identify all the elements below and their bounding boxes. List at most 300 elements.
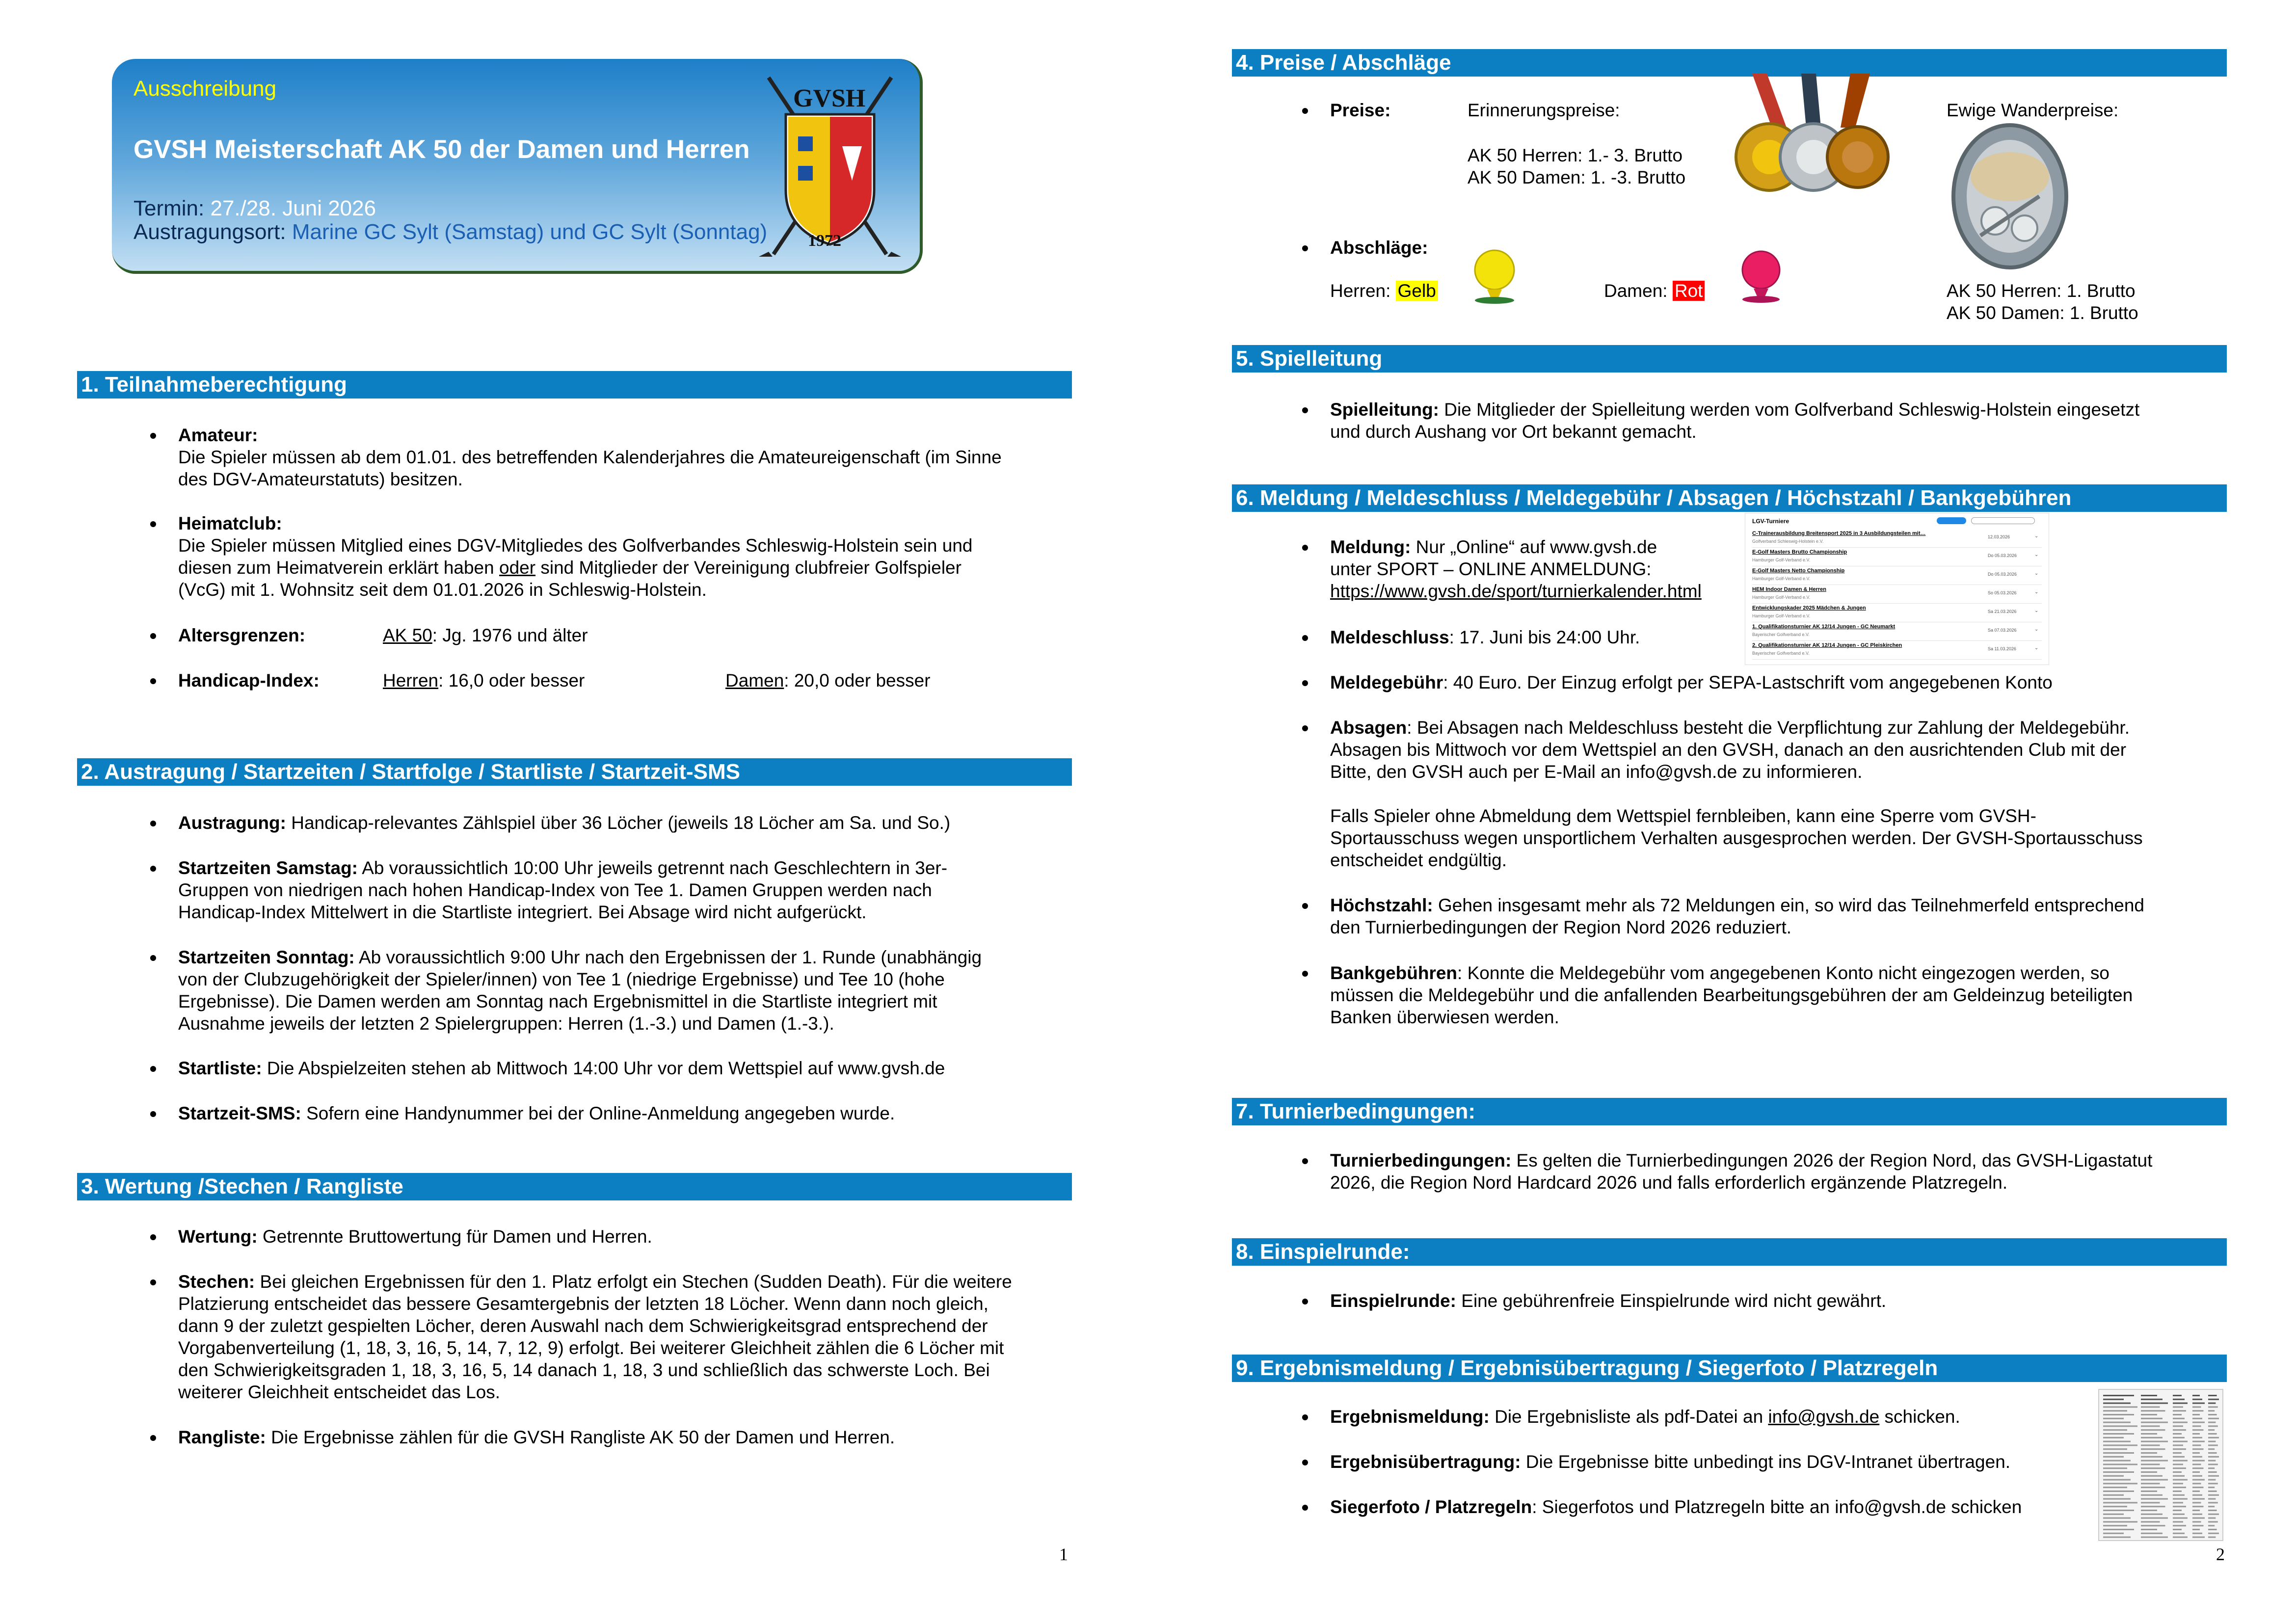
header-title: GVSH Meisterschaft AK 50 der Damen und Herren bbox=[133, 135, 750, 164]
thumb-line bbox=[2103, 1475, 2124, 1477]
thumb-line bbox=[2192, 1498, 2205, 1500]
thumb-line bbox=[2173, 1479, 2188, 1481]
thumb-line bbox=[2103, 1529, 2134, 1530]
startzeiten-samstag: Startzeiten Samstag: Ab voraussichtlich 10:00 Uhr jeweils getrennt nach Geschlechtern in 3er- Gruppen von niedrigen nach hohen Handicap-Index von Tee 1. Damen Gruppen werden nach Handicap-Index Mittelwert in die Startliste integriert. Bei Absage wird nicht aufgerückt. bbox=[178, 858, 948, 922]
chevron-down-icon: ⌄ bbox=[2034, 533, 2039, 539]
thumb-line bbox=[2141, 1418, 2163, 1419]
shot-row bbox=[1752, 548, 2042, 566]
header-termin: Termin: 27./28. Juni 2026 bbox=[133, 196, 376, 220]
bullet bbox=[1302, 407, 1308, 413]
thumb-line bbox=[2173, 1456, 2185, 1458]
thumb-line bbox=[2192, 1471, 2200, 1473]
heimat-text: Die Spieler müssen Mitglied eines DGV-Mitgliedes des Golfverbandes Schleswig-Holstein sein und diesen zum Heimatverein erklärt haben oder sind Mitglieder der Vereinigung clubfreier Golfspieler (VcG) mit 1. Wohnsitz seit dem 01.01.2026 in Schleswig-Holstein. bbox=[178, 535, 973, 600]
thumb-line bbox=[2208, 1437, 2219, 1438]
thumb-line bbox=[2192, 1502, 2201, 1503]
ak50-damen-preis: AK 50 Damen: 1. -3. Brutto bbox=[1468, 167, 1686, 187]
thumb-line bbox=[2103, 1502, 2137, 1503]
thumb-line bbox=[2141, 1403, 2168, 1404]
shot-row bbox=[1752, 641, 2042, 660]
thumb-line bbox=[2141, 1533, 2163, 1534]
thumb-line bbox=[2173, 1437, 2185, 1438]
thumb-line bbox=[2208, 1418, 2219, 1419]
thumb-line bbox=[2103, 1525, 2127, 1526]
shot-row-date: Sa 21.03.2026 bbox=[1988, 609, 2017, 614]
thumb-line bbox=[2192, 1487, 2204, 1488]
shot-row bbox=[1752, 622, 2042, 641]
thumb-line bbox=[2208, 1510, 2217, 1511]
thumb-line bbox=[2208, 1441, 2216, 1442]
thumb-line bbox=[2173, 1399, 2185, 1400]
alter-label: Altersgrenzen: bbox=[178, 625, 306, 645]
thumb-line bbox=[2103, 1467, 2127, 1469]
thumb-line bbox=[2141, 1460, 2168, 1462]
thumb-line bbox=[2141, 1448, 2165, 1450]
thumb-line bbox=[2208, 1537, 2216, 1538]
chevron-down-icon: ⌄ bbox=[2034, 627, 2039, 632]
thumb-line bbox=[2192, 1483, 2201, 1484]
thumb-line bbox=[2173, 1533, 2185, 1534]
stechen-item: Stechen: Bei gleichen Ergebnissen für den 1. Platz erfolgt ein Stechen (Sudden Death). Für die weitere Platzierung entscheidet das bessere Gesamtergebnis der letzten 18 Löcher. Wenn dann noch gleich, dann 9 der zuletzt gespielten Löcher, deren Auswahl nach dem Schwierigkeitsgrad entsprechend der Vorgabenverteilung (1, 18, 3, 16, 5, 14, 7, 12, 9) erfolgt. Bei weiterer Gleichheit zählen die 6 Löcher mit den Schwierigkeitsgraden 1, 18, 3, 16, 5, 14 danach 1, 18, 3 und schließlich das schwerste Loch. Bei weiterer Gleichheit entscheidet das Los. bbox=[178, 1272, 1012, 1402]
thumb-line bbox=[2141, 1521, 2160, 1522]
thumb-line bbox=[2141, 1475, 2163, 1477]
thumb-line bbox=[2141, 1410, 2165, 1411]
chevron-down-icon: ⌄ bbox=[2034, 608, 2039, 613]
thumb-line bbox=[2103, 1395, 2134, 1396]
thumb-line bbox=[2192, 1537, 2205, 1538]
thumb-line bbox=[2141, 1444, 2160, 1446]
thumb-line bbox=[2141, 1433, 2157, 1435]
hcp-herren: Herren: 16,0 oder besser bbox=[383, 670, 585, 691]
thumb-line bbox=[2103, 1521, 2137, 1522]
thumb-line bbox=[2208, 1433, 2217, 1435]
medals-image bbox=[1733, 74, 1890, 196]
shot-header: LGV-Turniere bbox=[1752, 518, 1789, 525]
abschlaege-label: Abschläge: bbox=[1330, 238, 1428, 258]
startliste-item: Startliste: Die Abspielzeiten stehen ab Mittwoch 14:00 Uhr vor dem Wettspiel auf www.gvsh.de bbox=[178, 1058, 945, 1078]
section-4-header: 4. Preise / Abschläge bbox=[1232, 49, 2227, 77]
thumb-line bbox=[2173, 1475, 2185, 1477]
section-3-header: 3. Wertung /Stechen / Rangliste bbox=[77, 1173, 1072, 1200]
thumb-line bbox=[2103, 1399, 2124, 1400]
bullet bbox=[1302, 635, 1308, 641]
thumb-line bbox=[2192, 1414, 2200, 1415]
herren-tee: Herren: Gelb bbox=[1330, 280, 1438, 302]
logo-year: 1972 bbox=[808, 232, 841, 250]
einspielrunde-item: Einspielrunde: Eine gebührenfreie Einspielrunde wird nicht gewährt. bbox=[1330, 1291, 1887, 1311]
thumb-line bbox=[2103, 1422, 2131, 1423]
shot-row-title: Entwicklungskader 2025 Mädchen & Jungen bbox=[1752, 605, 1866, 611]
thumb-line bbox=[2173, 1433, 2182, 1435]
shot-row-date: 12.03.2026 bbox=[1988, 534, 2010, 539]
thumb-line bbox=[2141, 1479, 2168, 1481]
thumb-line bbox=[2173, 1494, 2185, 1496]
thumb-line bbox=[2192, 1433, 2200, 1435]
thumb-line bbox=[2103, 1498, 2131, 1500]
thumb-line bbox=[2141, 1506, 2165, 1507]
thumb-line bbox=[2208, 1479, 2216, 1481]
thumb-line bbox=[2103, 1479, 2131, 1481]
thumb-line bbox=[2173, 1537, 2188, 1538]
thumb-line bbox=[2141, 1399, 2163, 1400]
thumb-line bbox=[2208, 1525, 2215, 1526]
thumb-line bbox=[2103, 1483, 2137, 1484]
ergebnisuebertragung-item: Ergebnisübertragung: Die Ergebnisse bitte unbedingt ins DGV-Intranet übertragen. bbox=[1330, 1452, 2011, 1472]
thumb-line bbox=[2103, 1490, 2134, 1492]
thumb-line bbox=[2208, 1395, 2217, 1396]
section-5-header: 5. Spielleitung bbox=[1232, 345, 2227, 372]
shot-row-subtitle: Hamburger Golf-Verband e.V. bbox=[1752, 595, 1811, 600]
shot-row-date: Do 05.03.2026 bbox=[1988, 572, 2017, 577]
shot-row-title: HEM Indoor Damen & Herren bbox=[1752, 586, 1826, 592]
thumb-line bbox=[2103, 1510, 2134, 1511]
falls-text: Falls Spieler ohne Abmeldung dem Wettspiel fernbleiben, kann eine Sperre vom GVSH- Sportausschuss wegen unsportlichem Verhalten ausgesprochen werden. Der GVSH-Sportausschuss entscheidet endgültig. bbox=[1330, 806, 2143, 870]
thumb-line bbox=[2208, 1506, 2215, 1507]
bullet bbox=[1302, 903, 1308, 909]
thumb-line bbox=[2173, 1521, 2183, 1522]
austragung-item: Austragung: Handicap-relevantes Zählspiel über 36 Löcher (jeweils 18 Löcher am Sa. und So.) bbox=[178, 813, 951, 833]
turnierbedingungen-item: Turnierbedingungen: Es gelten die Turnierbedingungen 2026 der Region Nord, das GVSH-Ligastatut 2026, die Region Nord Hardcard 2026 und falls erforderlich ergänzende Platzregeln. bbox=[1330, 1150, 2153, 1193]
thumb-line bbox=[2103, 1437, 2124, 1438]
thumb-line bbox=[2141, 1467, 2165, 1469]
thumb-line bbox=[2141, 1525, 2165, 1526]
thumb-line bbox=[2173, 1514, 2185, 1515]
thumb-line bbox=[2173, 1463, 2183, 1465]
thumb-line bbox=[2173, 1418, 2185, 1419]
bullet bbox=[1302, 725, 1308, 731]
turnierkalender-link[interactable]: https://www.gvsh.de/sport/turnierkalender.html bbox=[1330, 581, 1702, 601]
thumb-line bbox=[2208, 1475, 2219, 1477]
shot-row-title: 2. Qualifikationsturnier AK 12/14 Jungen - GC Pleiskirchen bbox=[1752, 642, 1902, 648]
logo-text: GVSH bbox=[793, 84, 866, 112]
thumb-line bbox=[2103, 1487, 2127, 1488]
thumb-line bbox=[2103, 1403, 2131, 1404]
thumb-line bbox=[2192, 1525, 2204, 1526]
thumb-line bbox=[2192, 1533, 2202, 1534]
rangliste-item: Rangliste: Die Ergebnisse zählen für die GVSH Rangliste AK 50 der Damen und Herren. bbox=[178, 1427, 895, 1447]
thumb-line bbox=[2192, 1467, 2204, 1469]
shot-row-date: Sa 07.03.2026 bbox=[1988, 628, 2017, 633]
bullet bbox=[1302, 1158, 1308, 1164]
thumb-line bbox=[2208, 1471, 2217, 1473]
header-ort: Austragungsort: Marine GC Sylt (Samstag) und GC Sylt (Sonntag) bbox=[133, 220, 768, 244]
thumb-line bbox=[2141, 1487, 2165, 1488]
thumb-line bbox=[2141, 1537, 2168, 1538]
thumb-line bbox=[2141, 1471, 2157, 1473]
thumb-line bbox=[2192, 1460, 2205, 1462]
thumb-line bbox=[2141, 1441, 2168, 1442]
bullet bbox=[1302, 1505, 1308, 1511]
shot-row-title: E-Golf Masters Netto Championship bbox=[1752, 568, 1845, 574]
thumb-line bbox=[2103, 1506, 2127, 1507]
thumb-line bbox=[2208, 1460, 2216, 1462]
thumb-line bbox=[2173, 1429, 2186, 1431]
wanderpreis-image bbox=[1951, 123, 2069, 270]
wertung-item: Wertung: Getrennte Bruttowertung für Damen und Herren. bbox=[178, 1226, 652, 1247]
thumb-line bbox=[2103, 1452, 2134, 1454]
gvsh-logo bbox=[759, 68, 901, 264]
shot-rows bbox=[1752, 529, 2042, 660]
thumb-line bbox=[2192, 1479, 2205, 1481]
shot-filter bbox=[1937, 517, 1966, 524]
thumb-line bbox=[2192, 1403, 2205, 1404]
thumb-line bbox=[2103, 1410, 2127, 1411]
thumb-line bbox=[2103, 1537, 2131, 1538]
turnierliste-screenshot bbox=[1745, 513, 2049, 665]
thumb-line bbox=[2208, 1425, 2218, 1427]
thumb-line bbox=[2208, 1422, 2216, 1423]
section-7-header: 7. Turnierbedingungen: bbox=[1232, 1098, 2227, 1125]
thumb-line bbox=[2192, 1429, 2204, 1431]
thumb-line bbox=[2103, 1494, 2124, 1496]
thumb-line bbox=[2103, 1533, 2124, 1534]
thumb-line bbox=[2103, 1514, 2124, 1515]
thumb-line bbox=[2103, 1517, 2131, 1519]
bullet bbox=[150, 633, 156, 639]
thumb-line bbox=[2208, 1490, 2217, 1492]
thumb-line bbox=[2208, 1403, 2216, 1404]
shot-row-subtitle: Bayerischer Golfverband e.V. bbox=[1752, 632, 1810, 637]
thumb-line bbox=[2173, 1529, 2182, 1530]
shot-search bbox=[1971, 517, 2035, 524]
bullet bbox=[150, 1279, 156, 1285]
thumb-line bbox=[2173, 1498, 2188, 1500]
thumb-line bbox=[2141, 1395, 2157, 1396]
thumb-line bbox=[2141, 1456, 2163, 1458]
startzeiten-sonntag: Startzeiten Sonntag: Ab voraussichtlich 9:00 Uhr nach den Ergebnissen der 1. Runde (unabhängig von der Clubzugehörigkeit der Spieler/innen) von Tee 1 (niedrige Ergebnisse) und Tee 10 (hohe Ergebnisse). Die Damen werden am Sonntag nach Ergebnismittel in die Startliste integriert mit Ausnahme jeweils der letzten 2 Spielergruppen: Herren (1.-3.) und Damen (1.-3.). bbox=[178, 947, 982, 1034]
bullet bbox=[150, 433, 156, 439]
thumb-line bbox=[2103, 1414, 2134, 1415]
thumb-line bbox=[2141, 1429, 2165, 1431]
thumb-line bbox=[2173, 1425, 2183, 1427]
thumb-line bbox=[2208, 1483, 2218, 1484]
thumb-line bbox=[2103, 1425, 2137, 1427]
thumb-line bbox=[2141, 1437, 2163, 1438]
thumb-line bbox=[2173, 1471, 2182, 1473]
bullet bbox=[150, 1234, 156, 1240]
thumb-line bbox=[2173, 1490, 2182, 1492]
thumb-line bbox=[2208, 1463, 2218, 1465]
thumb-line bbox=[2208, 1533, 2219, 1534]
thumb-line bbox=[2208, 1498, 2216, 1500]
thumb-line bbox=[2173, 1444, 2183, 1446]
thumb-line bbox=[2141, 1422, 2168, 1423]
thumb-line bbox=[2103, 1463, 2137, 1465]
shot-row bbox=[1752, 604, 2042, 622]
thumb-line bbox=[2192, 1418, 2202, 1419]
rot-badge: Rot bbox=[1673, 281, 1705, 301]
bullet bbox=[150, 1435, 156, 1441]
thumb-line bbox=[2141, 1498, 2168, 1500]
wander-herren: AK 50 Herren: 1. Brutto bbox=[1947, 281, 2136, 301]
yellow-ball-icon bbox=[1472, 249, 1517, 304]
section-6-header: 6. Meldung / Meldeschluss / Meldegebühr / Absagen / Höchstzahl / Bankgebühren bbox=[1232, 484, 2227, 512]
thumb-line bbox=[2192, 1448, 2204, 1450]
thumb-line bbox=[2103, 1460, 2131, 1462]
thumb-line bbox=[2208, 1414, 2217, 1415]
thumb-line bbox=[2208, 1444, 2218, 1446]
section-1-header: 1. Teilnahmeberechtigung bbox=[77, 371, 1072, 399]
heimat-label: Heimatclub: bbox=[178, 513, 282, 533]
thumb-line bbox=[2192, 1514, 2202, 1515]
thumb-line bbox=[2103, 1418, 2124, 1419]
thumb-line bbox=[2208, 1529, 2217, 1530]
thumb-line bbox=[2141, 1452, 2157, 1454]
thumb-line bbox=[2192, 1452, 2200, 1454]
thumb-line bbox=[2208, 1406, 2218, 1408]
thumb-line bbox=[2173, 1502, 2183, 1503]
bullet bbox=[1302, 245, 1308, 251]
shot-row-date: Sa 11.03.2026 bbox=[1988, 646, 2016, 651]
bullet bbox=[1302, 1299, 1308, 1304]
thumb-line bbox=[2103, 1433, 2134, 1435]
thumb-line bbox=[2141, 1414, 2157, 1415]
section-2-header: 2. Austragung / Startzeiten / Startfolge / Startliste / Startzeit-SMS bbox=[77, 758, 1072, 786]
absagen-item: Absagen: Bei Absagen nach Meldeschluss besteht die Verpflichtung zur Zahlung der Meldegebühr. Absagen bis Mittwoch vor dem Wettspiel an den GVSH, danach an den ausrichtenden Club mit der Bitte, den GVSH auch per E-Mail an info@gvsh.de zu informieren. bbox=[1330, 718, 2130, 782]
siegerfoto-item: Siegerfoto / Platzregeln: Siegerfotos und Platzregeln bitte an info@gvsh.de schicken bbox=[1330, 1497, 2022, 1517]
bullet bbox=[150, 821, 156, 826]
thumb-line bbox=[2173, 1414, 2182, 1415]
thumb-line bbox=[2208, 1494, 2219, 1496]
chevron-down-icon: ⌄ bbox=[2034, 571, 2039, 576]
thumb-line bbox=[2192, 1456, 2202, 1458]
thumb-line bbox=[2141, 1425, 2160, 1427]
thumb-line bbox=[2141, 1490, 2157, 1492]
page-number: 2 bbox=[2216, 1544, 2225, 1564]
thumb-line bbox=[2192, 1422, 2205, 1423]
meldegebuehr-item: Meldegebühr: 40 Euro. Der Einzug erfolgt per SEPA-Lastschrift vom angegebenen Konto bbox=[1330, 672, 2053, 692]
header-box bbox=[112, 59, 923, 274]
bullet bbox=[150, 1111, 156, 1117]
bullet bbox=[1302, 1460, 1308, 1465]
thumb-line bbox=[2208, 1456, 2219, 1458]
bullet bbox=[150, 955, 156, 961]
chevron-down-icon: ⌄ bbox=[2034, 589, 2039, 595]
thumb-line bbox=[2173, 1452, 2182, 1454]
thumb-line bbox=[2141, 1494, 2163, 1496]
thumb-line bbox=[2141, 1502, 2160, 1503]
damen-tee: Damen: Rot bbox=[1604, 280, 1705, 302]
thumb-line bbox=[2192, 1521, 2201, 1522]
thumb-line bbox=[2192, 1425, 2201, 1427]
shot-row-title: 1. Qualifikationsturnier AK 12/14 Jungen - GC Neumarkt bbox=[1752, 624, 1896, 630]
page-number: 1 bbox=[1059, 1544, 1068, 1564]
wander-damen: AK 50 Damen: 1. Brutto bbox=[1947, 303, 2138, 323]
thumb-line bbox=[2103, 1406, 2137, 1408]
shot-row bbox=[1752, 529, 2042, 548]
thumb-line bbox=[2141, 1510, 2157, 1511]
ewige-wanderpreise: Ewige Wanderpreise: bbox=[1947, 100, 2119, 120]
bullet bbox=[1302, 1414, 1308, 1420]
thumb-line bbox=[2173, 1487, 2186, 1488]
thumb-line bbox=[2208, 1502, 2218, 1503]
meldung-item: Meldung: Nur „Online“ auf www.gvsh.de unter SPORT – ONLINE ANMELDUNG: https://www.gvsh.de/sport/turnierkalender.html bbox=[1330, 537, 1702, 601]
thumb-line bbox=[2192, 1510, 2200, 1511]
shot-row-title: E-Golf Masters Brutto Championship bbox=[1752, 549, 1847, 555]
chevron-down-icon: ⌄ bbox=[2034, 645, 2039, 651]
thumb-line bbox=[2208, 1448, 2215, 1450]
thumb-line bbox=[2173, 1441, 2188, 1442]
thumb-line bbox=[2192, 1410, 2204, 1411]
meldeschluss-item: Meldeschluss: 17. Juni bis 24:00 Uhr. bbox=[1330, 627, 1640, 647]
thumb-line bbox=[2173, 1406, 2183, 1408]
red-ball-icon bbox=[1740, 250, 1782, 303]
thumb-line bbox=[2173, 1403, 2188, 1404]
hoechstzahl-item: Höchstzahl: Gehen insgesamt mehr als 72 Meldungen ein, so wird das Teilnehmerfeld entsprechend den Turnierbedingungen der Region Nord 2026 reduziert. bbox=[1330, 895, 2145, 937]
bullet bbox=[150, 866, 156, 872]
thumb-line bbox=[2173, 1395, 2182, 1396]
thumb-line bbox=[2208, 1487, 2215, 1488]
hcp-label: Handicap-Index: bbox=[178, 670, 320, 691]
thumb-line bbox=[2141, 1406, 2160, 1408]
thumb-line bbox=[2141, 1514, 2163, 1515]
thumb-line bbox=[2141, 1463, 2160, 1465]
thumb-line bbox=[2141, 1517, 2168, 1519]
thumb-line bbox=[2103, 1456, 2124, 1458]
alter-value: AK 50: Jg. 1976 und älter bbox=[383, 625, 588, 645]
thumb-line bbox=[2208, 1399, 2219, 1400]
shot-row-title: C-Trainerausbildung Breitensport 2025 in 3 Ausbildungsteilen mit… bbox=[1752, 531, 1926, 536]
thumb-line bbox=[2173, 1460, 2188, 1462]
ergebnisliste-thumbnail bbox=[2098, 1389, 2223, 1541]
thumb-line bbox=[2173, 1506, 2186, 1507]
thumb-line bbox=[2173, 1410, 2186, 1411]
hcp-damen: Damen: 20,0 oder besser bbox=[725, 670, 931, 691]
shot-row-subtitle: Hamburger Golf-Verband e.V. bbox=[1752, 576, 1811, 581]
thumb-line bbox=[2208, 1514, 2219, 1515]
thumb-line bbox=[2192, 1463, 2201, 1465]
thumb-line bbox=[2208, 1467, 2215, 1469]
shot-row-subtitle: Golfverband Schleswig-Holstein e.V. bbox=[1752, 539, 1824, 544]
thumb-line bbox=[2192, 1506, 2204, 1507]
bullet bbox=[150, 678, 156, 684]
amateur-text: Die Spieler müssen ab dem 01.01. des betreffenden Kalenderjahres die Amateureigenschaft (im Sinne des DGV-Amateurstatuts) besitzen. bbox=[178, 447, 1002, 489]
thumb-line bbox=[2173, 1517, 2188, 1519]
bullet bbox=[150, 1066, 156, 1072]
thumb-line bbox=[2192, 1517, 2205, 1519]
thumb-line bbox=[2192, 1529, 2200, 1530]
spielleitung-item: Spielleitung: Die Mitglieder der Spielleitung werden vom Golfverband Schleswig-Holstein eingesetzt und durch Aushang vor Ort bekannt gemacht. bbox=[1330, 399, 2140, 442]
thumb-line bbox=[2192, 1441, 2205, 1442]
thumb-line bbox=[2192, 1399, 2202, 1400]
thumb-line bbox=[2192, 1494, 2202, 1496]
shot-row bbox=[1752, 585, 2042, 604]
bankgebuehren-item: Bankgebühren: Konnte die Meldegebühr vom angegebenen Konto nicht eingezogen werden, so müssen die Meldegebühr und die anfallenden Bearbeitungsgebühren der am Geldeinzug beteiligten Banken überwiesen werden. bbox=[1330, 963, 2133, 1027]
thumb-line bbox=[2173, 1448, 2186, 1450]
header-kicker: Ausschreibung bbox=[133, 77, 277, 101]
thumb-line bbox=[2103, 1429, 2127, 1431]
section-8-header: 8. Einspielrunde: bbox=[1232, 1238, 2227, 1266]
shot-row-date: So 05.03.2026 bbox=[1988, 590, 2017, 595]
thumb-line bbox=[2192, 1437, 2202, 1438]
thumb-line bbox=[2192, 1444, 2201, 1446]
email-link[interactable]: info@gvsh.de bbox=[1768, 1407, 1880, 1427]
thumb-line bbox=[2208, 1429, 2215, 1431]
sms-item: Startzeit-SMS: Sofern eine Handynummer bei der Online-Anmeldung angegeben wurde. bbox=[178, 1103, 895, 1123]
thumb-line bbox=[2103, 1444, 2137, 1446]
amateur-label: Amateur: bbox=[178, 425, 258, 445]
thumb-line bbox=[2141, 1483, 2160, 1484]
thumb-line bbox=[2103, 1441, 2131, 1442]
thumb-line bbox=[2208, 1452, 2217, 1454]
shot-row bbox=[1752, 566, 2042, 585]
ergebnismeldung-item: Ergebnismeldung: Die Ergebnisliste als pdf-Datei an info@gvsh.de schicken. bbox=[1330, 1407, 1960, 1427]
thumb-line bbox=[2208, 1410, 2215, 1411]
bullet bbox=[1302, 545, 1308, 551]
thumb-line bbox=[2192, 1406, 2201, 1408]
thumb-line bbox=[2208, 1521, 2218, 1522]
thumb-line bbox=[2103, 1471, 2134, 1473]
thumb-line bbox=[2173, 1483, 2183, 1484]
